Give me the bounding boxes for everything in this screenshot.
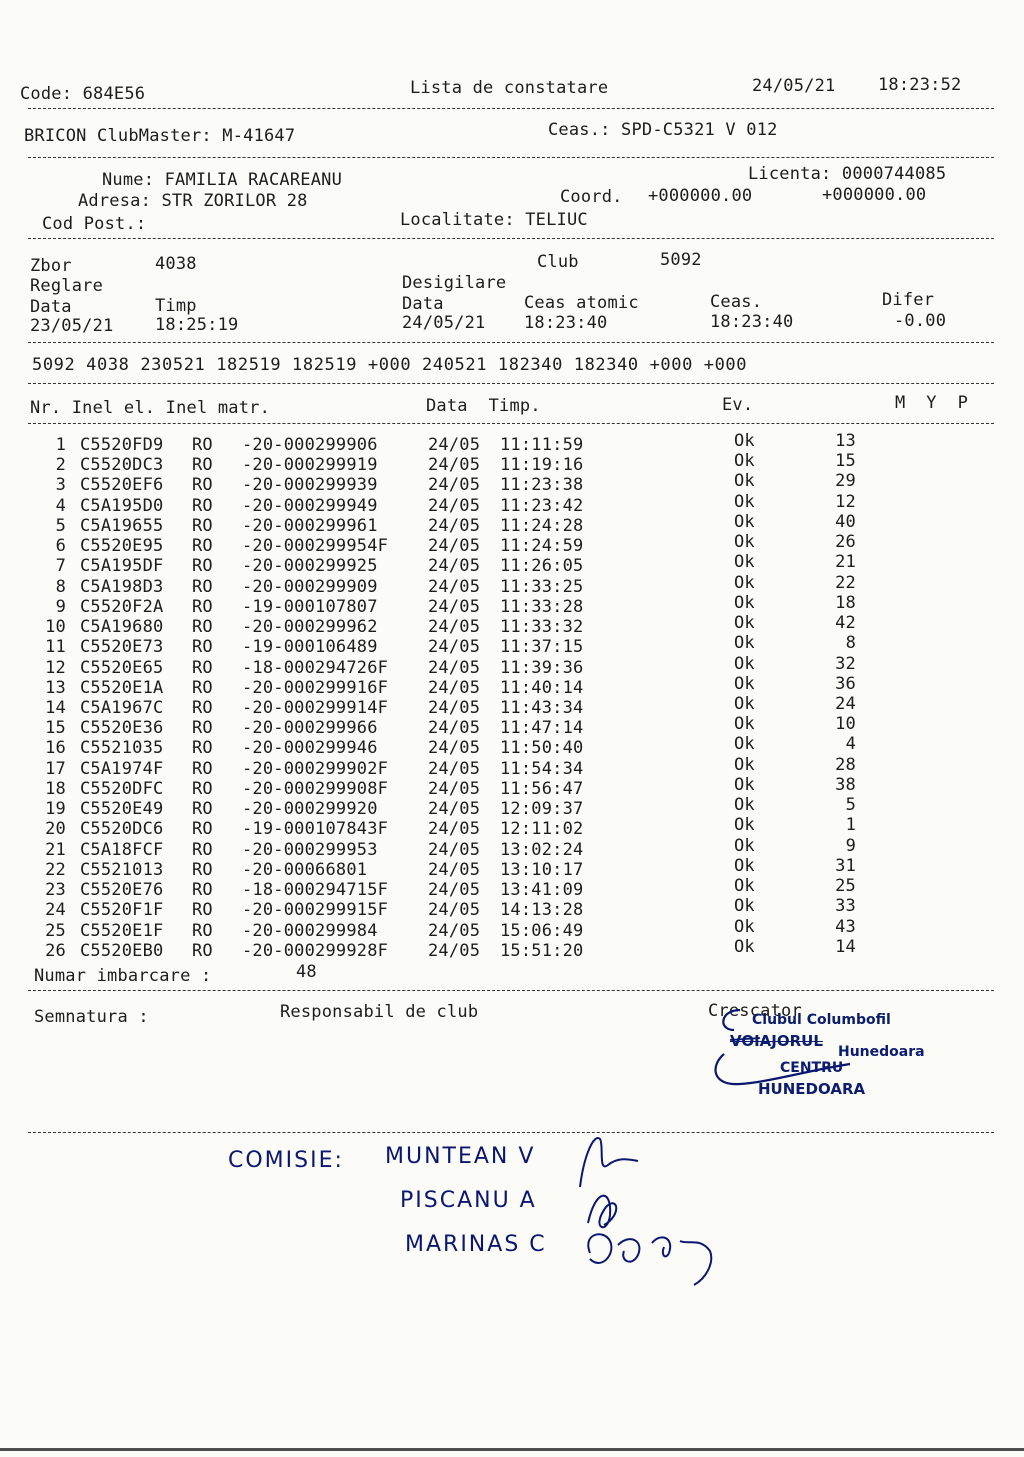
divider xyxy=(28,238,994,239)
cell-row-number: 11 xyxy=(45,637,66,658)
cell-arrival-date: 24/05 xyxy=(428,677,481,698)
cell-event-status: Ok xyxy=(734,815,755,836)
cell-country-code: RO xyxy=(192,940,213,961)
cell-row-number: 14 xyxy=(45,697,66,718)
cell-arrival-time: 15:51:20 xyxy=(500,940,584,961)
cell-row-number: 19 xyxy=(45,799,66,820)
cell-electronic-ring: C5A18FCF xyxy=(80,839,164,860)
difference-value: -0.00 xyxy=(894,311,947,331)
cell-arrival-date: 24/05 xyxy=(428,738,481,759)
cell-event-status: Ok xyxy=(734,673,755,694)
cell-event-status: Ok xyxy=(734,613,755,634)
cell-event-status: Ok xyxy=(734,431,755,451)
fancier-name: Nume: FAMILIA RACAREANU xyxy=(102,170,343,190)
divider xyxy=(28,990,994,991)
stamp-line-3: Hunedoara xyxy=(838,1044,925,1060)
setting-date-label: Data xyxy=(30,297,72,317)
cell-electronic-ring: C5520E65 xyxy=(80,657,164,678)
cell-arrival-time: 11:47:14 xyxy=(500,718,584,739)
locality: Localitate: TELIUC xyxy=(400,210,588,230)
table-row xyxy=(0,451,1024,477)
table-row xyxy=(0,613,1024,639)
cell-arrival-date: 24/05 xyxy=(428,697,481,718)
cell-ring-number: -20-000299954F xyxy=(242,536,389,557)
cell-ring-number: -20-00066801 xyxy=(242,859,368,880)
cell-electronic-ring: C5521035 xyxy=(80,738,164,759)
cell-position: 1 xyxy=(845,815,856,836)
commission-member-2: PISCANU A xyxy=(400,1188,537,1213)
cell-electronic-ring: C5520EF6 xyxy=(80,475,164,496)
cell-row-number: 15 xyxy=(45,718,66,739)
boarding-count-label: Numar imbarcare : xyxy=(34,966,212,986)
cell-arrival-time: 12:09:37 xyxy=(500,799,584,820)
cell-position: 15 xyxy=(835,451,856,472)
cell-row-number: 22 xyxy=(45,859,66,880)
cell-arrival-date: 24/05 xyxy=(428,495,481,516)
cell-arrival-date: 24/05 xyxy=(428,435,481,455)
cell-electronic-ring: C5520F1F xyxy=(80,900,164,921)
cell-arrival-date: 24/05 xyxy=(428,475,481,496)
cell-country-code: RO xyxy=(192,617,213,638)
cell-ring-number: -20-000299906 xyxy=(242,435,378,455)
header-time: 18:23:52 xyxy=(878,75,962,95)
cell-country-code: RO xyxy=(192,718,213,739)
cell-country-code: RO xyxy=(192,637,213,658)
cell-event-status: Ok xyxy=(734,491,755,512)
cell-event-status: Ok xyxy=(734,451,755,472)
cell-event-status: Ok xyxy=(734,896,755,917)
signature-label: Semnatura : xyxy=(34,1007,149,1027)
cell-event-status: Ok xyxy=(734,876,755,897)
cell-position: 5 xyxy=(845,795,856,816)
cell-position: 25 xyxy=(835,876,856,897)
flight-label: Zbor xyxy=(30,256,72,276)
cell-electronic-ring: C5520F2A xyxy=(80,596,164,617)
cell-ring-number: -20-000299914F xyxy=(242,697,389,718)
cell-arrival-time: 11:54:34 xyxy=(500,758,584,779)
cell-electronic-ring: C5520E1A xyxy=(80,677,164,698)
cell-position: 12 xyxy=(835,491,856,512)
table-row xyxy=(0,876,1024,902)
cell-position: 40 xyxy=(835,511,856,532)
table-row xyxy=(0,774,1024,801)
cell-event-status: Ok xyxy=(734,835,755,856)
cell-electronic-ring: C5A19655 xyxy=(80,515,164,536)
cell-row-number: 18 xyxy=(45,778,66,799)
cell-row-number: 1 xyxy=(55,435,66,455)
cell-country-code: RO xyxy=(192,455,213,476)
cell-row-number: 25 xyxy=(45,920,66,941)
table-row xyxy=(0,471,1024,497)
cell-event-status: Ok xyxy=(734,795,755,816)
cell-position: 9 xyxy=(845,835,856,856)
cell-ring-number: -20-000299966 xyxy=(242,718,378,739)
cell-position: 29 xyxy=(835,471,856,492)
cell-electronic-ring: C5520E36 xyxy=(80,718,164,739)
table-row xyxy=(0,896,1024,922)
cell-ring-number: -20-000299925 xyxy=(242,556,378,577)
cell-arrival-time: 11:26:05 xyxy=(500,556,584,577)
cell-arrival-time: 11:56:47 xyxy=(500,778,584,799)
cell-row-number: 6 xyxy=(55,536,66,557)
table-row xyxy=(0,633,1024,659)
cell-electronic-ring: C5A19680 xyxy=(80,617,164,638)
unsealing-date-label: Data xyxy=(402,294,444,314)
cell-electronic-ring: C5520E73 xyxy=(80,637,164,658)
table-row xyxy=(0,855,1024,882)
cell-country-code: RO xyxy=(192,839,213,860)
cell-arrival-time: 11:37:15 xyxy=(500,637,584,658)
stamp-line-4: CENTRU xyxy=(780,1060,844,1076)
atomic-clock-label: Ceas atomic xyxy=(524,293,639,313)
cell-position: 36 xyxy=(835,673,856,694)
cell-country-code: RO xyxy=(192,819,213,840)
cell-position: 42 xyxy=(835,613,856,634)
document-title: Lista de constatare xyxy=(410,78,609,98)
cell-ring-number: -20-000299908F xyxy=(242,778,389,799)
cell-arrival-time: 14:13:28 xyxy=(500,900,584,921)
clock-id: Ceas.: SPD-C5321 V 012 xyxy=(548,120,778,140)
cell-arrival-date: 24/05 xyxy=(428,880,481,901)
cell-arrival-time: 11:43:34 xyxy=(500,697,584,718)
cell-electronic-ring: C5A198D3 xyxy=(80,576,164,597)
cell-arrival-time: 11:23:42 xyxy=(500,495,584,516)
header-date: 24/05/21 xyxy=(752,76,836,96)
table-row xyxy=(0,714,1024,740)
cell-arrival-time: 13:02:24 xyxy=(500,839,584,860)
cell-ring-number: -20-000299949 xyxy=(242,495,378,516)
cell-event-status: Ok xyxy=(734,693,755,714)
cell-row-number: 21 xyxy=(45,839,66,860)
fancier-address: Adresa: STR ZORILOR 28 xyxy=(78,191,308,211)
unsealing-label: Desigilare xyxy=(402,273,507,293)
column-header-rings: Nr. Inel el. Inel matr. xyxy=(30,398,271,418)
cell-arrival-date: 24/05 xyxy=(428,576,481,597)
cell-row-number: 13 xyxy=(45,677,66,698)
cell-ring-number: -20-000299946 xyxy=(242,738,378,759)
setting-time: 18:25:19 xyxy=(155,315,239,335)
stamp-line-2: VOIAJORUL xyxy=(730,1032,823,1050)
cell-arrival-time: 11:39:36 xyxy=(500,657,584,678)
cell-arrival-date: 24/05 xyxy=(428,900,481,921)
cell-position: 26 xyxy=(835,532,856,553)
clock-label: Ceas. xyxy=(710,292,763,312)
table-row xyxy=(0,552,1024,578)
cell-event-status: Ok xyxy=(734,754,755,775)
cell-electronic-ring: C5A195DF xyxy=(80,556,164,577)
table-row xyxy=(0,511,1024,538)
cell-arrival-date: 24/05 xyxy=(428,859,481,880)
divider xyxy=(28,157,994,158)
cell-event-status: Ok xyxy=(734,552,755,573)
table-row xyxy=(0,795,1024,821)
stamp-line-1: Clubul Columbofil xyxy=(752,1012,891,1028)
table-row xyxy=(0,835,1024,862)
difference-label: Difer xyxy=(882,290,935,310)
table-row xyxy=(0,815,1024,841)
cell-country-code: RO xyxy=(192,799,213,820)
cell-arrival-date: 24/05 xyxy=(428,799,481,820)
cell-arrival-time: 15:06:49 xyxy=(500,920,584,941)
cell-row-number: 26 xyxy=(45,940,66,961)
commission-member-3: MARINAS C xyxy=(405,1232,547,1257)
table-row xyxy=(0,592,1024,619)
cell-row-number: 7 xyxy=(55,556,66,577)
cell-arrival-date: 24/05 xyxy=(428,839,481,860)
table-row xyxy=(0,572,1024,599)
cell-electronic-ring: C5A195D0 xyxy=(80,495,164,516)
cell-position: 31 xyxy=(835,855,856,876)
cell-electronic-ring: C5520E1F xyxy=(80,920,164,941)
cell-row-number: 3 xyxy=(55,475,66,496)
cell-electronic-ring: C5520DFC xyxy=(80,778,164,799)
cell-arrival-date: 24/05 xyxy=(428,778,481,799)
handwritten-signatures xyxy=(560,1125,730,1295)
table-row xyxy=(0,754,1024,781)
cell-electronic-ring: C5520E95 xyxy=(80,536,164,557)
cell-electronic-ring: C5A1967C xyxy=(80,697,164,718)
cell-country-code: RO xyxy=(192,495,213,516)
cell-arrival-time: 11:11:59 xyxy=(500,435,584,455)
cell-position: 43 xyxy=(835,916,856,937)
cell-electronic-ring: C5520FD9 xyxy=(80,435,164,455)
cell-position: 33 xyxy=(835,896,856,917)
divider xyxy=(28,423,994,424)
cell-ring-number: -20-000299919 xyxy=(242,455,378,476)
cell-country-code: RO xyxy=(192,596,213,617)
coord-y: +000000.00 xyxy=(822,185,927,205)
cell-ring-number: -20-000299902F xyxy=(242,758,389,779)
breeder-label: Crescator xyxy=(708,1001,802,1021)
cell-country-code: RO xyxy=(192,738,213,759)
cell-row-number: 2 xyxy=(55,455,66,476)
cell-arrival-time: 11:24:28 xyxy=(500,515,584,536)
stamp-line-5: HUNEDOARA xyxy=(758,1080,866,1098)
cell-arrival-time: 11:40:14 xyxy=(500,677,584,698)
cell-arrival-time: 11:19:16 xyxy=(500,455,584,476)
table-row xyxy=(0,936,1024,963)
cell-ring-number: -20-000299984 xyxy=(242,920,378,941)
cell-row-number: 9 xyxy=(55,596,66,617)
cell-country-code: RO xyxy=(192,515,213,536)
cell-event-status: Ok xyxy=(734,532,755,553)
cell-arrival-time: 12:11:02 xyxy=(500,819,584,840)
cell-position: 38 xyxy=(835,774,856,795)
cell-position: 4 xyxy=(845,734,856,755)
divider xyxy=(28,1132,994,1133)
table-row xyxy=(0,653,1024,680)
cell-arrival-date: 24/05 xyxy=(428,657,481,678)
column-header-date-time: Data Timp. xyxy=(426,396,541,416)
cell-ring-number: -20-000299962 xyxy=(242,617,378,638)
cell-arrival-date: 24/05 xyxy=(428,536,481,557)
cell-row-number: 10 xyxy=(45,617,66,638)
cell-position: 21 xyxy=(835,552,856,573)
cell-ring-number: -20-000299916F xyxy=(242,677,389,698)
clubmaster-id: BRICON ClubMaster: M-41647 xyxy=(24,126,296,146)
table-row xyxy=(0,693,1024,720)
cell-arrival-date: 24/05 xyxy=(428,758,481,779)
cell-event-status: Ok xyxy=(734,916,755,937)
cell-electronic-ring: C5520DC3 xyxy=(80,455,164,476)
cell-arrival-date: 24/05 xyxy=(428,617,481,638)
club-responsible-label: Responsabil de club xyxy=(280,1002,479,1022)
cell-electronic-ring: C5520EB0 xyxy=(80,940,164,961)
unsealing-date: 24/05/21 xyxy=(402,313,486,333)
divider xyxy=(28,108,994,109)
cell-country-code: RO xyxy=(192,758,213,779)
commission-label: COMISIE: xyxy=(228,1148,344,1173)
license-number: Licenta: 0000744085 xyxy=(748,164,947,184)
cell-row-number: 24 xyxy=(45,900,66,921)
cell-event-status: Ok xyxy=(734,633,755,654)
cell-ring-number: -20-000299928F xyxy=(242,940,389,961)
cell-arrival-date: 24/05 xyxy=(428,940,481,961)
cell-arrival-date: 24/05 xyxy=(428,455,481,476)
setting-label: Reglare xyxy=(30,276,104,296)
cell-arrival-date: 24/05 xyxy=(428,596,481,617)
cell-position: 10 xyxy=(835,714,856,735)
cell-position: 28 xyxy=(835,754,856,775)
cell-event-status: Ok xyxy=(734,774,755,795)
cell-arrival-date: 24/05 xyxy=(428,637,481,658)
table-row xyxy=(0,431,1024,457)
boarding-count: 48 xyxy=(296,962,317,982)
cell-arrival-time: 13:41:09 xyxy=(500,880,584,901)
cell-event-status: Ok xyxy=(734,734,755,755)
cell-ring-number: -20-000299915F xyxy=(242,900,389,921)
cell-position: 8 xyxy=(845,633,856,654)
cell-arrival-date: 24/05 xyxy=(428,515,481,536)
club-stamp xyxy=(700,1000,940,1110)
scan-edge xyxy=(0,1448,1024,1451)
cell-ring-number: -20-000299909 xyxy=(242,576,378,597)
cell-ring-number: -20-000299920 xyxy=(242,799,378,820)
cell-row-number: 4 xyxy=(55,495,66,516)
cell-arrival-time: 11:33:25 xyxy=(500,576,584,597)
cell-ring-number: -20-000299961 xyxy=(242,515,378,536)
cell-position: 22 xyxy=(835,572,856,593)
code-line: 5092 4038 230521 182519 182519 +000 240521 182340 182340 +000 +000 xyxy=(32,355,748,375)
cell-ring-number: -18-000294715F xyxy=(242,880,389,901)
cell-ring-number: -20-000299953 xyxy=(242,839,378,860)
cell-row-number: 20 xyxy=(45,819,66,840)
divider xyxy=(28,342,994,343)
cell-ring-number: -19-000107843F xyxy=(242,819,389,840)
coord-x: +000000.00 xyxy=(648,186,753,206)
cell-electronic-ring: C5A1974F xyxy=(80,758,164,779)
cell-arrival-time: 11:50:40 xyxy=(500,738,584,759)
cell-country-code: RO xyxy=(192,697,213,718)
cell-arrival-date: 24/05 xyxy=(428,556,481,577)
document-code: Code: 684E56 xyxy=(20,84,146,104)
cell-row-number: 23 xyxy=(45,880,66,901)
table-row xyxy=(0,734,1024,760)
table-row xyxy=(0,673,1024,700)
cell-ring-number: -20-000299939 xyxy=(242,475,378,496)
cell-electronic-ring: C5520E49 xyxy=(80,799,164,820)
postal-code-label: Cod Post.: xyxy=(42,214,147,234)
cell-arrival-date: 24/05 xyxy=(428,718,481,739)
cell-event-status: Ok xyxy=(734,855,755,876)
cell-position: 32 xyxy=(835,653,856,674)
cell-event-status: Ok xyxy=(734,511,755,532)
flight-number: 4038 xyxy=(155,254,197,274)
cell-country-code: RO xyxy=(192,475,213,496)
clock-time: 18:23:40 xyxy=(710,312,794,332)
cell-arrival-time: 11:23:38 xyxy=(500,475,584,496)
setting-date: 23/05/21 xyxy=(30,316,114,336)
cell-country-code: RO xyxy=(192,880,213,901)
column-header-event: Ev. xyxy=(722,395,754,415)
table-row xyxy=(0,532,1024,558)
cell-event-status: Ok xyxy=(734,572,755,593)
cell-country-code: RO xyxy=(192,536,213,557)
cell-country-code: RO xyxy=(192,900,213,921)
divider xyxy=(28,383,994,384)
cell-arrival-date: 24/05 xyxy=(428,920,481,941)
cell-row-number: 12 xyxy=(45,657,66,678)
cell-arrival-time: 11:33:32 xyxy=(500,617,584,638)
cell-country-code: RO xyxy=(192,556,213,577)
column-header-myp: M Y P xyxy=(895,393,969,413)
cell-row-number: 17 xyxy=(45,758,66,779)
cell-event-status: Ok xyxy=(734,592,755,613)
cell-row-number: 16 xyxy=(45,738,66,759)
commission-member-1: MUNTEAN V xyxy=(385,1144,536,1169)
cell-ring-number: -18-000294726F xyxy=(242,657,389,678)
cell-country-code: RO xyxy=(192,859,213,880)
atomic-time: 18:23:40 xyxy=(524,313,608,333)
cell-position: 14 xyxy=(835,936,856,957)
club-label: Club xyxy=(537,252,579,272)
cell-position: 18 xyxy=(835,592,856,613)
cell-country-code: RO xyxy=(192,576,213,597)
setting-time-label: Timp xyxy=(155,296,197,316)
cell-arrival-date: 24/05 xyxy=(428,819,481,840)
cell-ring-number: -19-000107807 xyxy=(242,596,378,617)
cell-event-status: Ok xyxy=(734,471,755,492)
cell-country-code: RO xyxy=(192,778,213,799)
cell-arrival-time: 13:10:17 xyxy=(500,859,584,880)
cell-position: 24 xyxy=(835,693,856,714)
cell-ring-number: -19-000106489 xyxy=(242,637,378,658)
cell-position: 13 xyxy=(835,431,856,451)
cell-row-number: 5 xyxy=(55,515,66,536)
cell-country-code: RO xyxy=(192,657,213,678)
cell-event-status: Ok xyxy=(734,936,755,957)
cell-arrival-time: 11:33:28 xyxy=(500,596,584,617)
cell-electronic-ring: C5521013 xyxy=(80,859,164,880)
table-row xyxy=(0,916,1024,943)
coord-label: Coord. xyxy=(560,187,623,207)
cell-electronic-ring: C5520DC6 xyxy=(80,819,164,840)
cell-event-status: Ok xyxy=(734,714,755,735)
cell-country-code: RO xyxy=(192,677,213,698)
club-number: 5092 xyxy=(660,250,702,270)
cell-country-code: RO xyxy=(192,920,213,941)
cell-electronic-ring: C5520E76 xyxy=(80,880,164,901)
cell-arrival-time: 11:24:59 xyxy=(500,536,584,557)
cell-row-number: 8 xyxy=(55,576,66,597)
cell-country-code: RO xyxy=(192,435,213,455)
table-row xyxy=(0,491,1024,518)
cell-event-status: Ok xyxy=(734,653,755,674)
